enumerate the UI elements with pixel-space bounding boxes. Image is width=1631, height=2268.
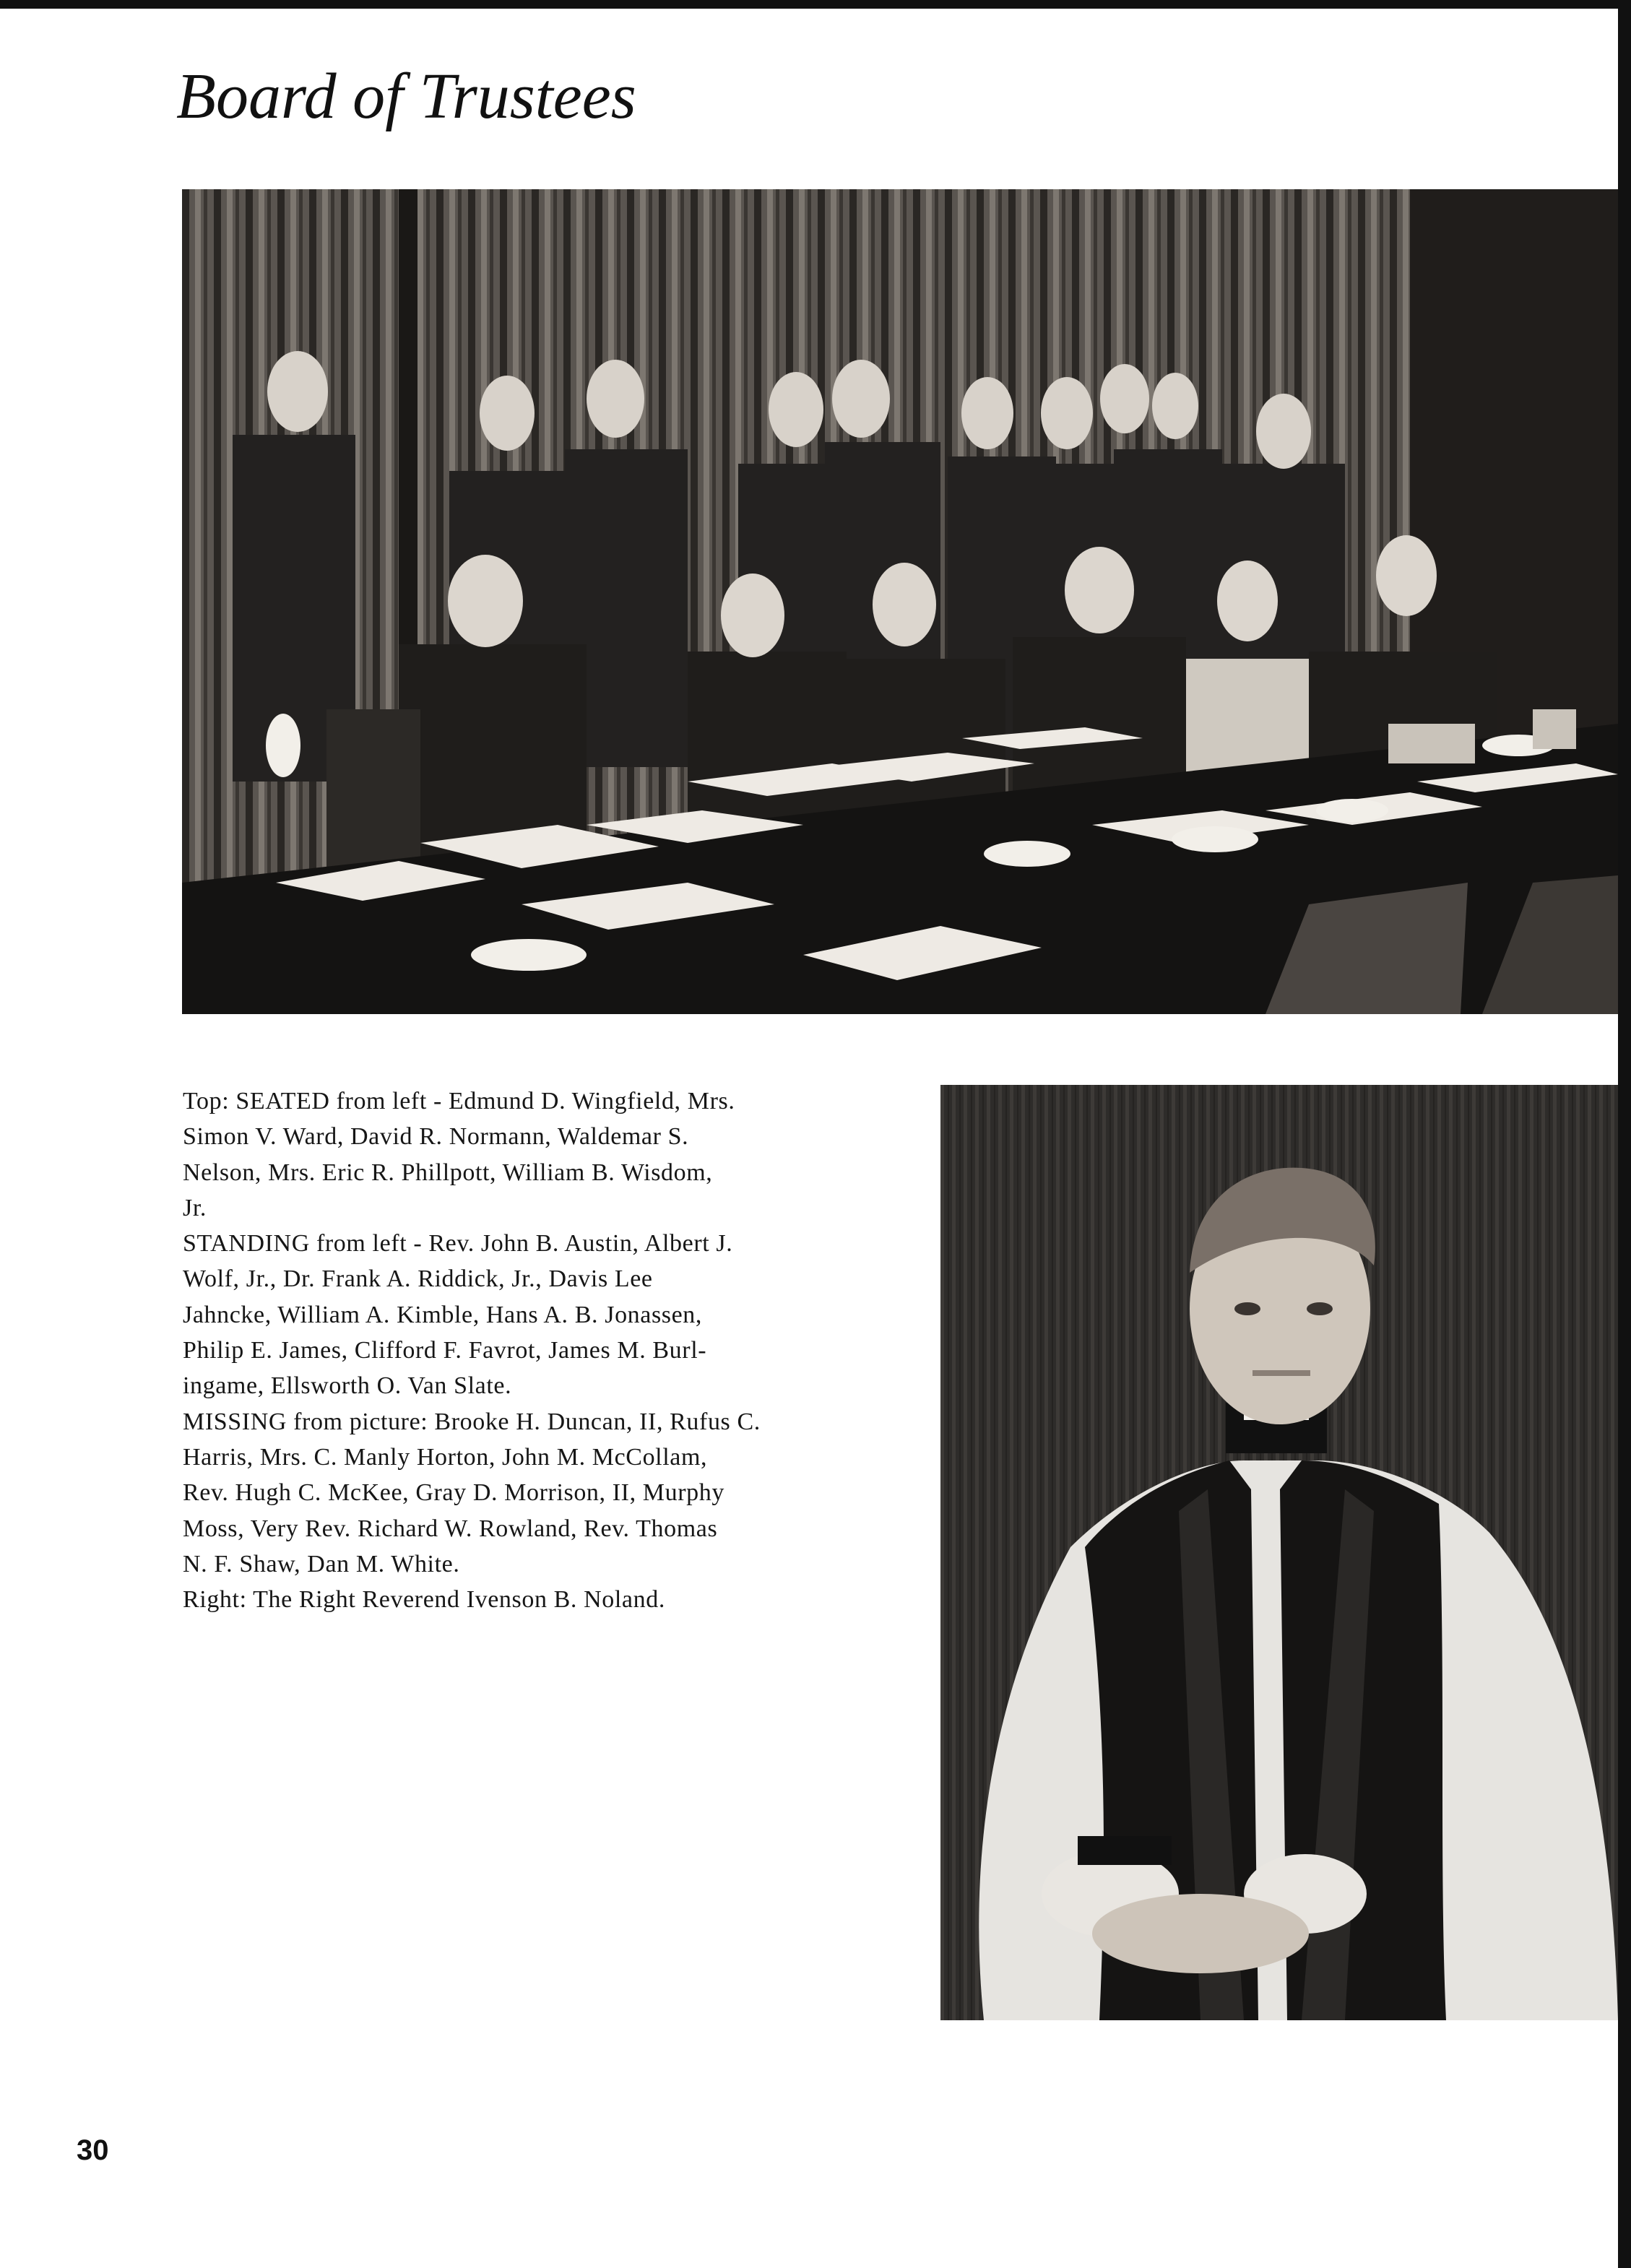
caption-line: Right: The Right Reverend Ivenson B. Noland. [183,1586,665,1614]
bishop-portrait-photo [940,1085,1618,2020]
caption-line: Nelson, Mrs. Eric R. Phillpott, William B. Wisdom, [183,1159,713,1186]
top-border [0,0,1631,9]
page-title: Board of Trustees [176,61,636,132]
caption-line: Philip E. James, Clifford F. Favrot, James M. Burl- [183,1337,707,1364]
photo-caption [183,1083,876,1617]
caption-line: Simon V. Ward, David R. Normann, Waldemar S. [183,1123,689,1151]
caption-line: N. F. Shaw, Dan M. White. [183,1550,460,1577]
caption-line: Moss, Very Rev. Richard W. Rowland, Rev. Thomas [183,1515,718,1542]
caption-line: Jahncke, William A. Kimble, Hans A. B. Jonassen, [183,1301,703,1328]
caption-line: Top: SEATED from left - Edmund D. Wingfield, Mrs. [183,1088,735,1114]
caption-line: Wolf, Jr., Dr. Frank A. Riddick, Jr., Davis Lee [183,1265,653,1293]
caption-line: STANDING from left - Rev. John B. Austin, Albert J. [183,1230,733,1258]
caption-line: Rev. Hugh C. McKee, Gray D. Morrison, II, Murphy [183,1479,724,1507]
right-page-edge [1618,0,1631,2268]
caption-line: MISSING from picture: Brooke H. Duncan, II, Rufus C. [183,1408,761,1435]
page-number: 30 [77,2134,109,2166]
caption-line: Harris, Mrs. C. Manly Horton, John M. McCollam, [183,1443,708,1471]
caption-line: Jr. [183,1194,207,1221]
board-group-photo [182,189,1618,1014]
caption-line: ingame, Ellsworth O. Van Slate. [183,1372,512,1400]
